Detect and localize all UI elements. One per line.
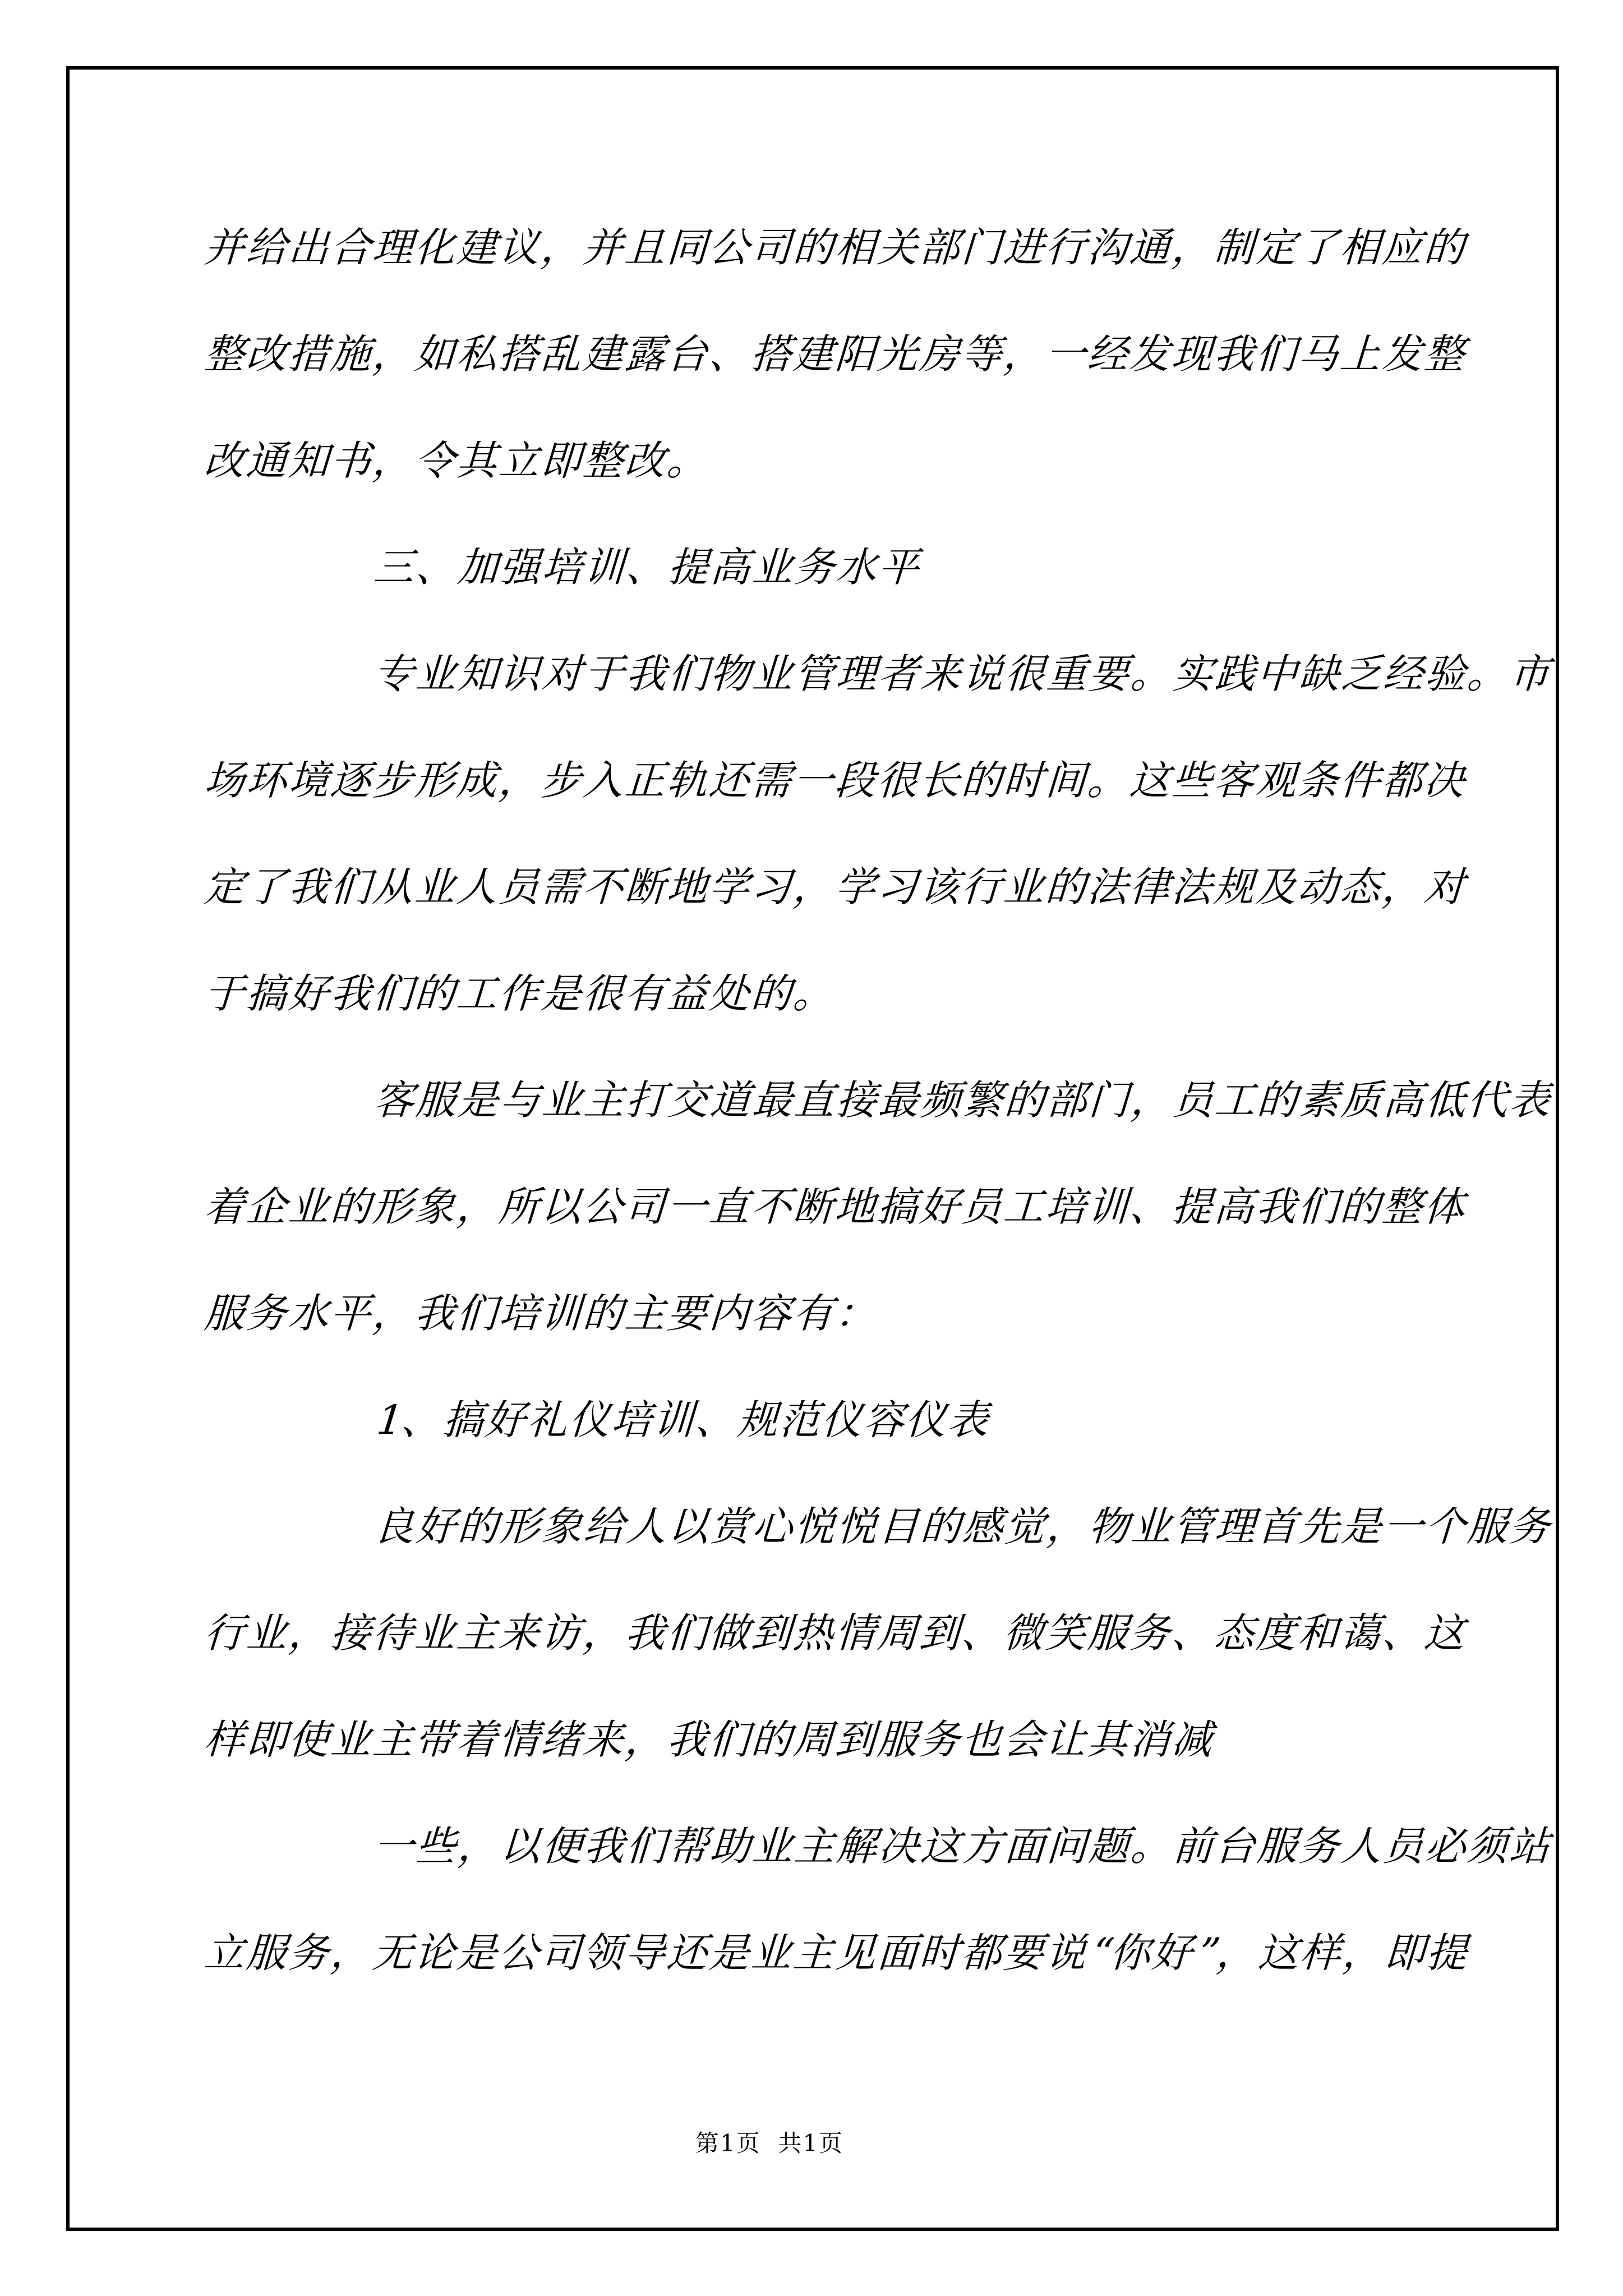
text-line-content: 立服务，无论是公司领导还是业主见面时都要说“你好”，这样，即提 (200, 1929, 1479, 1976)
text-line (196, 940, 1468, 1047)
text-line (196, 1686, 1468, 1793)
text-line-content: 客服是与业主打交道最直接最频繁的部门，员工的素质高低代表 (370, 1076, 1562, 1124)
text-line-content: 样即使业主带着情绪来，我们的周到服务也会让其消减 (200, 1716, 1225, 1763)
text-line-content: 1、搞好礼仪培训、规范仪容仪表 (370, 1396, 1000, 1443)
text-line-content: 行业，接待业主来访，我们做到热情周到、微笑服务、态度和蔼、这 (200, 1609, 1477, 1657)
text-line (196, 1473, 1562, 1580)
text-line-content: 良好的形象给人以赏心悦悦目的感觉，物业管理首先是一个服务 (370, 1503, 1562, 1550)
text-line-content: 三、加强培训、提高业务水平 (370, 544, 932, 591)
text-line (196, 1153, 1477, 1260)
text-line (196, 620, 1562, 727)
text-line (196, 301, 1477, 407)
text-line-content: 服务水平，我们培训的主要内容有： (200, 1290, 888, 1337)
text-line-content: 于搞好我们的工作是很有益处的。 (200, 970, 846, 1017)
document-text (196, 194, 1562, 2006)
text-line-content: 定了我们从业人员需不断地学习，学习该行业的法律法规及动态，对 (200, 863, 1477, 910)
page-footer: 第1页 共1页 (695, 2129, 844, 2157)
text-line-content: 场环境逐步形成，步入正轨还需一段很长的时间。这些客观条件都决 (200, 757, 1477, 804)
text-line (196, 1580, 1477, 1686)
text-line-content: 一些，以便我们帮助业主解决这方面问题。前台服务人员必须站 (370, 1823, 1562, 1870)
text-line-content: 着企业的形象，所以公司一直不断地搞好员工培训、提高我们的整体 (200, 1183, 1477, 1230)
text-line (196, 1260, 1468, 1366)
text-line (196, 1793, 1562, 1899)
text-line (196, 1366, 1468, 1473)
text-line (196, 1899, 1479, 2006)
text-line-content: 专业知识对于我们物业管理者来说很重要。实践中缺乏经验。市 (370, 650, 1562, 697)
text-line-content: 并给出合理化建议，并且同公司的相关部门进行沟通，制定了相应的 (200, 224, 1477, 271)
text-line (196, 194, 1477, 301)
text-line (196, 1047, 1562, 1153)
text-line (196, 407, 1468, 514)
text-line-content: 整改措施，如私搭乱建露台、搭建阳光房等，一经发现我们马上发整 (200, 330, 1477, 378)
text-line (196, 514, 1468, 620)
text-line-content: 改通知书，令其立即整改。 (200, 437, 720, 484)
text-line (196, 834, 1477, 940)
text-line (196, 727, 1477, 834)
